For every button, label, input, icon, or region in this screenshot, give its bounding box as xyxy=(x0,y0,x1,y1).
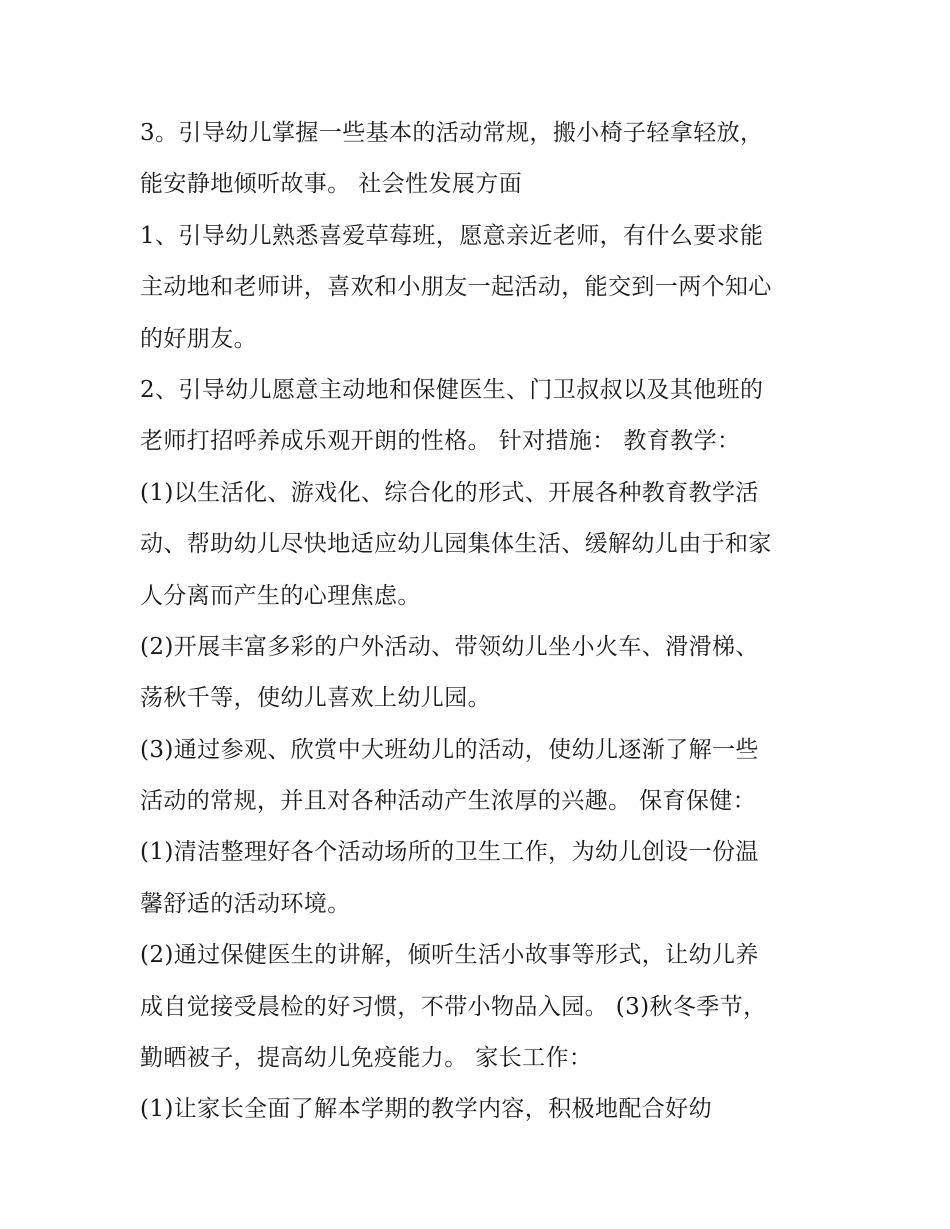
text-line: (3)通过参观、欣赏中大班幼儿的活动，使幼儿逐渐了解一些 xyxy=(140,736,759,763)
text-line: 能安静地倾听故事。 社会性发展方面 xyxy=(140,171,523,198)
text-line: 3。引导幼儿掌握一些基本的活动常规，搬小椅子轻拿轻放， xyxy=(140,120,764,146)
document-body xyxy=(140,108,830,1136)
text-line: (1)清洁整理好各个活动场所的卫生工作，为幼儿创设一份温 xyxy=(140,839,759,866)
text-line: (2)通过保健医生的讲解，倾听生活小故事等形式，让幼儿养 xyxy=(140,942,759,969)
text-line: 老师打招呼养成乐观开朗的性格。 针对措施： 教育教学： xyxy=(140,428,741,455)
text-line: 2、引导幼儿愿意主动地和保健医生、门卫叔叔以及其他班的 xyxy=(140,376,764,403)
text-line: 活动的常规，并且对各种活动产生浓厚的兴趣。 保育保健： xyxy=(140,788,757,815)
text-line: (1)让家长全面了解本学期的教学内容，积极地配合好幼 xyxy=(140,1096,712,1123)
text-line: (2)开展丰富多彩的户外活动、带领幼儿坐小火车、滑滑梯、 xyxy=(140,633,759,660)
text-line: 1、引导幼儿熟悉喜爱草莓班，愿意亲近老师，有什么要求能 xyxy=(140,222,764,249)
text-line: 馨舒适的活动环境。 xyxy=(140,890,351,917)
text-line: 主动地和老师讲，喜欢和小朋友一起活动，能交到一两个知心 xyxy=(140,274,772,301)
text-line: 的好朋友。 xyxy=(140,325,257,352)
text-line: 成自觉接受晨检的好习惯，不带小物品入园。 (3)秋冬季节， xyxy=(140,993,767,1020)
text-line: 荡秋千等，使幼儿喜欢上幼儿园。 xyxy=(140,685,491,712)
text-line: 动、帮助幼儿尽快地适应幼儿园集体生活、缓解幼儿由于和家 xyxy=(140,531,772,558)
text-line: (1)以生活化、游戏化、综合化的形式、开展各种教育教学活 xyxy=(140,479,759,506)
text-line: 勤晒被子，提高幼儿免疫能力。 家长工作： xyxy=(140,1045,593,1072)
text-line: 人分离而产生的心理焦虑。 xyxy=(140,582,421,609)
